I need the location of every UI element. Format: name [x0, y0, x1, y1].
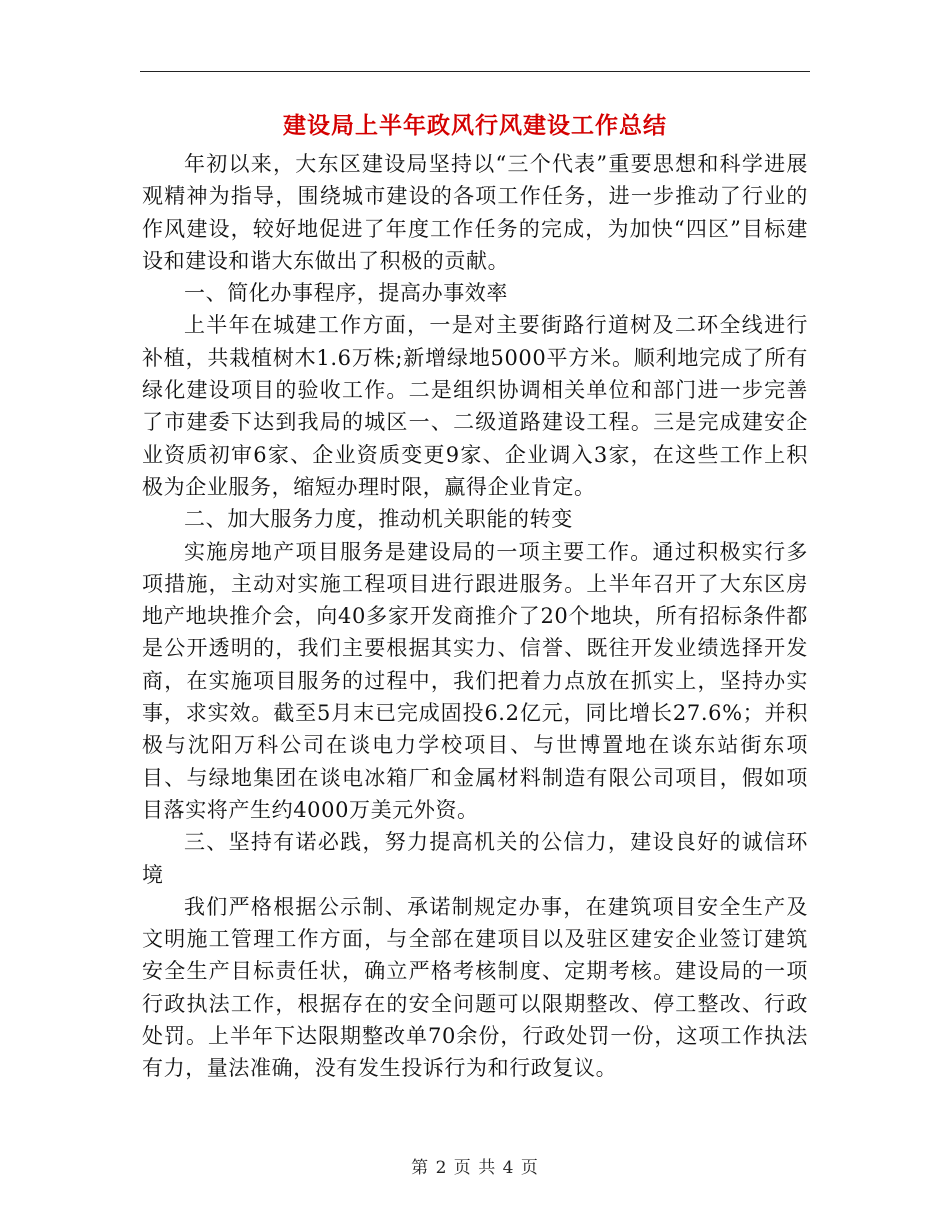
document-body: [142, 148, 808, 1085]
section-2-paragraph: 实施房地产项目服务是建设局的一项主要工作。通过积极实行多项措施，主动对实施工程项目进行跟进服务。上半年召开了大东区房地产地块推介会，向40多家开发商推介了20个地块，所有招标条件都是公开透明的，我们主要根据其实力、信誉、既往开发业绩选择开发商，在实施项目服务的过程中，我们把着力点放在抓实上，坚持办实事，求实效。截至5月末已完成固投6.2亿元，同比增长27.6%；并积极与沈阳万科公司在谈电力学校项目、与世博置地在谈东站街东项目、与绿地集团在谈电冰箱厂和金属材料制造有限公司项目，假如项目落实将产生约4000万美元外资。: [142, 539, 808, 822]
section-heading-1: 一、简化办事程序，提高办事效率: [184, 281, 508, 306]
header-rule: [140, 71, 810, 72]
section-heading-2: 二、加大服务力度，推动机关职能的转变: [184, 507, 573, 532]
document-title: 建设局上半年政风行风建设工作总结: [283, 112, 667, 139]
section-3-paragraph: 我们严格根据公示制、承诺制规定办事，在建筑项目安全生产及文明施工管理工作方面，与全部在建项目以及驻区建安企业签订建筑安全生产目标责任状，确立严格考核制度、定期考核。建设局的一项行政执法工作，根据存在的安全问题可以限期整改、停工整改、行政处罚。上半年下达限期整改单70余份，行政处罚一份，这项工作执法有力，量法准确，没有发生投诉行为和行政复议。: [142, 894, 808, 1081]
page-number-footer: 第 2 页 共 4 页: [411, 1158, 539, 1178]
section-heading-3: 三、坚持有诺必践，努力提高机关的公信力，建设良好的诚信环境: [142, 830, 808, 887]
intro-paragraph: 年初以来，大东区建设局坚持以“三个代表”重要思想和科学进展观精神为指导，围绕城市建设的各项工作任务，进一步推动了行业的作风建设，较好地促进了年度工作任务的完成，为加快“四区”目标建设和建设和谐大东做出了积极的贡献。: [142, 152, 808, 273]
section-1-paragraph: 上半年在城建工作方面，一是对主要街路行道树及二环全线进行补植，共栽植树木1.6万株;新增绿地5000平方米。顺利地完成了所有绿化建设项目的验收工作。二是组织协调相关单位和部门进一步完善了市建委下达到我局的城区一、二级道路建设工程。三是完成建安企业资质初审6家、企业资质变更9家、企业调入3家，在这些工作上积极为企业服务，缩短办理时限，赢得企业肯定。: [142, 313, 808, 499]
